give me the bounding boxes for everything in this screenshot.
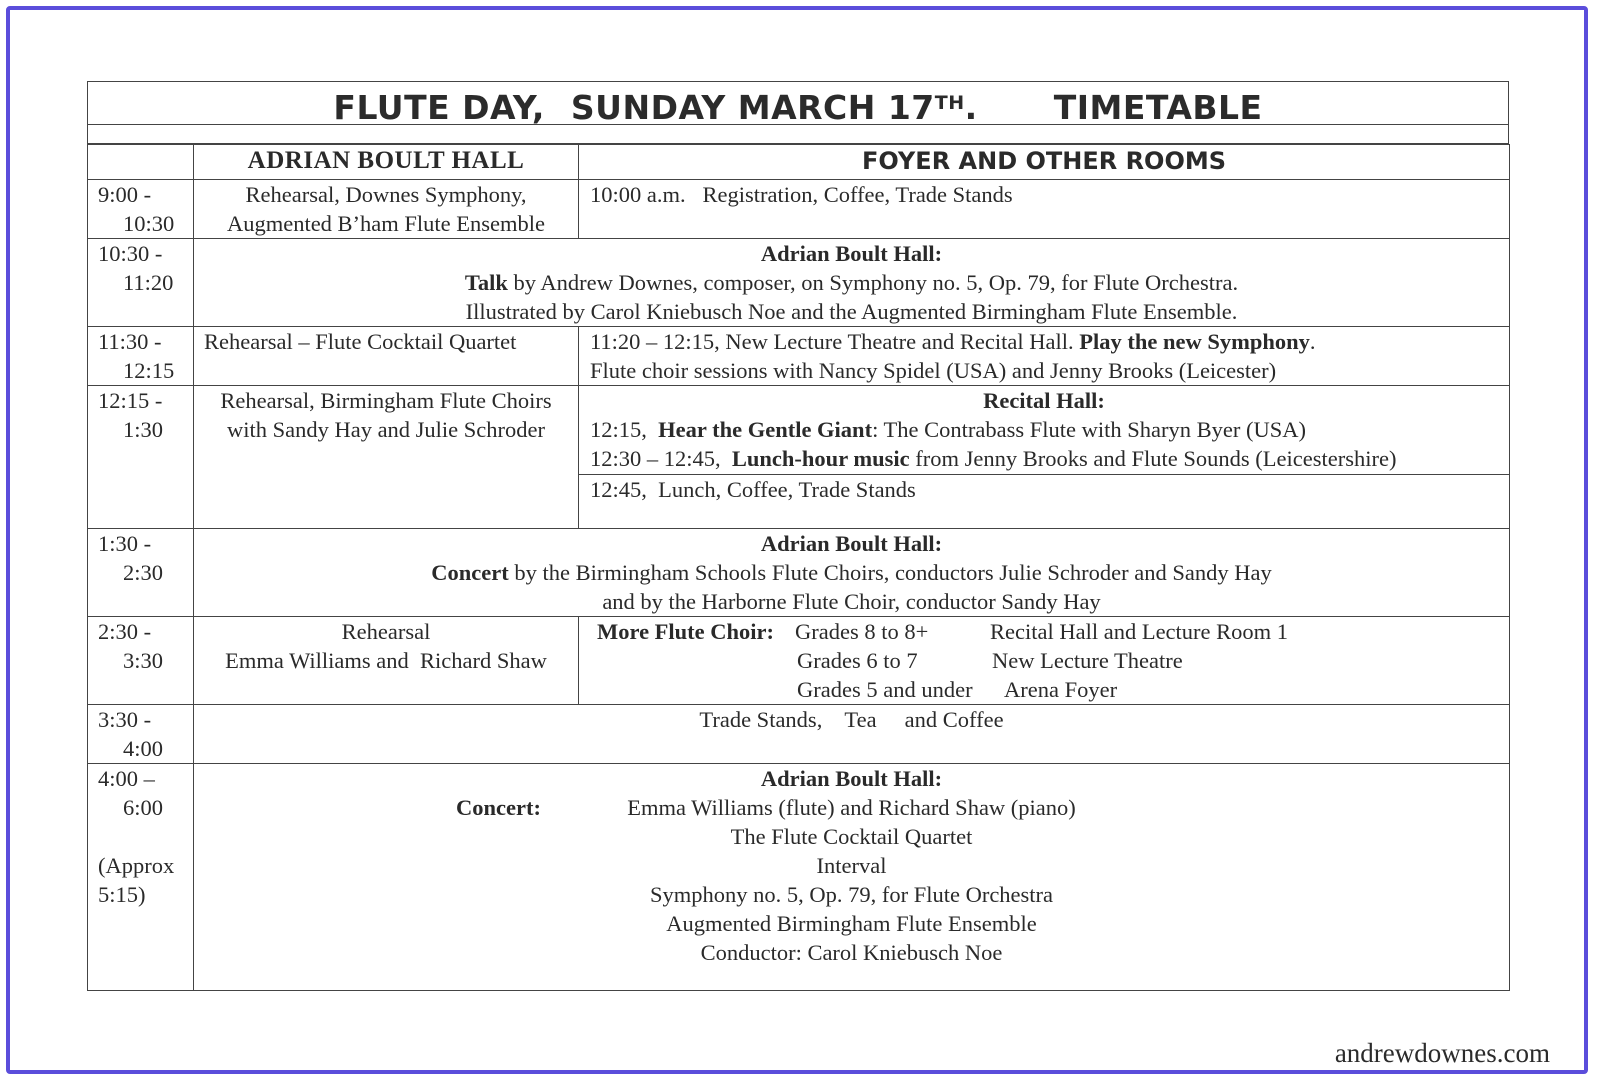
programme-item: Interval [816, 853, 887, 878]
foyer-text: 12:15, [590, 417, 659, 442]
foyer-cell [579, 180, 1510, 239]
venue-heading [194, 529, 1509, 558]
timetable [87, 144, 1510, 991]
foyer-text: 12:30 – 12:45, [590, 446, 732, 471]
programme-item: Conductor: Carol Kniebusch Noe [700, 940, 1003, 965]
title-spacer [87, 125, 1509, 144]
time-cell [88, 529, 194, 617]
time-approx: (Approx [98, 853, 175, 878]
foyer-line [590, 327, 1509, 356]
time-start: 11:30 - [98, 329, 162, 354]
concert-line [194, 558, 1509, 587]
title-date-suffix: TH [934, 92, 965, 114]
hall-line: Emma Williams and Richard Shaw [225, 648, 547, 673]
title-timetable: TIMETABLE [1053, 88, 1263, 127]
hall-line: Rehearsal, Birmingham Flute Choirs [220, 388, 552, 413]
grade-text: Grades 6 to 7 [797, 648, 918, 673]
foyer-line [579, 415, 1509, 444]
foyer-line: 12:45, Lunch, Coffee, Trade Stands [590, 477, 916, 502]
venue-text: New Lecture Theatre [992, 648, 1183, 673]
time-end: 11:20 [123, 270, 174, 295]
concert-line: and by the Harborne Flute Choir, conductor Sandy Hay [602, 589, 1101, 614]
foyer-bold: Play the new Symphony [1079, 329, 1310, 354]
hall-line: Rehearsal [341, 619, 431, 644]
venue-heading-text: Adrian Boult Hall: [760, 531, 943, 556]
time-start: 2:30 - [98, 619, 152, 644]
table-row [88, 180, 1510, 239]
title-date: SUNDAY MARCH 17 [570, 88, 935, 127]
merged-cell [194, 529, 1510, 617]
concert-text: by the Birmingham Schools Flute Choirs, conductors Julie Schroder and Sandy Hay [508, 560, 1272, 585]
grade-text: Grades 8 to 8+ [795, 619, 929, 644]
foyer-bold: Lunch-hour music [731, 446, 910, 471]
time-start: 3:30 - [98, 707, 152, 732]
title-period: . [964, 88, 978, 127]
venue-heading [194, 764, 1509, 793]
table-row [88, 327, 1510, 386]
foyer-cell [579, 386, 1510, 529]
foyer-text: . [1309, 329, 1316, 354]
foyer-line: Flute choir sessions with Nancy Spidel (USA) and Jenny Brooks (Leicester) [590, 358, 1277, 383]
talk-illustrated: Illustrated by Carol Kniebusch Noe and the Augmented Birmingham Flute Ensemble. [465, 299, 1238, 324]
hall-cell [194, 386, 579, 529]
merged-cell [194, 764, 1510, 991]
time-start: 4:00 – [98, 766, 155, 791]
venue-text: Arena Foyer [1004, 677, 1118, 702]
foyer-line: 10:00 a.m. Registration, Coffee, Trade Stands [590, 182, 1013, 207]
hall-line: Augmented B’ham Flute Ensemble [226, 211, 546, 236]
hall-header: ADRIAN BOULT HALL [194, 145, 579, 180]
time-blank [98, 822, 193, 851]
talk-label: Talk [464, 270, 508, 295]
talk-text: by Andrew Downes, composer, on Symphony no. 5, Op. 79, for Flute Orchestra. [507, 270, 1239, 295]
foyer-header: FOYER AND OTHER ROOMS [579, 145, 1510, 180]
time-end: 6:00 [123, 795, 164, 820]
time-start: 9:00 - [98, 182, 152, 207]
time-start: 10:30 - [98, 241, 163, 266]
more-flute-choir [597, 617, 1509, 704]
venue-heading-text: Recital Hall: [983, 388, 1105, 413]
time-header [88, 145, 194, 180]
time-cell [88, 705, 194, 764]
page-title [87, 81, 1509, 125]
website-footer: andrewdownes.com [1334, 1038, 1550, 1068]
table-row [88, 705, 1510, 764]
mfc-label [597, 617, 797, 646]
header-row [88, 145, 1510, 180]
time-cell [88, 386, 194, 529]
timetable-sheet [87, 81, 1509, 999]
hall-cell [194, 617, 579, 705]
programme-item: Emma Williams (flute) and Richard Shaw (piano) [627, 795, 1076, 820]
merged-cell [194, 705, 1510, 764]
hall-line: Rehearsal, Downes Symphony, [245, 182, 527, 207]
table-row [88, 617, 1510, 705]
table-row [88, 764, 1510, 991]
programme-item: Augmented Birmingham Flute Ensemble [666, 911, 1037, 936]
concert-line [194, 793, 1509, 822]
programme-item: The Flute Cocktail Quartet [730, 824, 973, 849]
mfc-label-text: More Flute Choir: [597, 619, 775, 644]
venue-heading [579, 386, 1509, 415]
time-cell [88, 764, 194, 991]
concert-label: Concert: [456, 795, 541, 820]
foyer-text: 11:20 – 12:15, New Lecture Theatre and Recital Hall. [590, 329, 1080, 354]
venue-heading [194, 239, 1509, 268]
hall-line: Rehearsal – Flute Cocktail Quartet [204, 329, 517, 354]
time-start: 12:15 - [98, 388, 163, 413]
foyer-cell [579, 327, 1510, 386]
hall-line: with Sandy Hay and Julie Schroder [226, 417, 546, 442]
talk-line [194, 268, 1509, 297]
programme-item: Symphony no. 5, Op. 79, for Flute Orchestra [649, 882, 1054, 907]
time-cell [88, 180, 194, 239]
hall-cell [194, 327, 579, 386]
time-start: 1:30 - [98, 531, 152, 556]
time-end: 10:30 [123, 211, 175, 236]
foyer-text: from Jenny Brooks and Flute Sounds (Leicestershire) [909, 446, 1397, 471]
time-cell [88, 327, 194, 386]
foyer-cell [579, 617, 1510, 705]
time-cell [88, 239, 194, 327]
table-row [88, 239, 1510, 327]
foyer-bold: Hear the Gentle Giant [658, 417, 873, 442]
table-row [88, 386, 1510, 529]
concert-label: Concert [431, 560, 509, 585]
time-end: 2:30 [123, 560, 164, 585]
time-cell [88, 617, 194, 705]
time-end: 1:30 [123, 417, 164, 442]
hall-cell [194, 180, 579, 239]
break-text: Trade Stands, Tea and Coffee [699, 707, 1004, 732]
venue-heading-text: Adrian Boult Hall: [760, 766, 943, 791]
venue-heading-text: Adrian Boult Hall: [760, 241, 943, 266]
merged-cell [194, 239, 1510, 327]
foyer-text: : The Contrabass Flute with Sharyn Byer (USA) [872, 417, 1306, 442]
foyer-line [579, 444, 1509, 473]
time-approx-value: 5:15) [98, 882, 146, 907]
inner-divider [579, 474, 1509, 504]
venue-text: Recital Hall and Lecture Room 1 [990, 619, 1289, 644]
time-end: 12:15 [123, 358, 175, 383]
time-end: 3:30 [123, 648, 164, 673]
grade-text: Grades 5 and under [797, 677, 973, 702]
time-end: 4:00 [123, 736, 164, 761]
title-event: FLUTE DAY, [333, 88, 545, 127]
table-row [88, 529, 1510, 617]
